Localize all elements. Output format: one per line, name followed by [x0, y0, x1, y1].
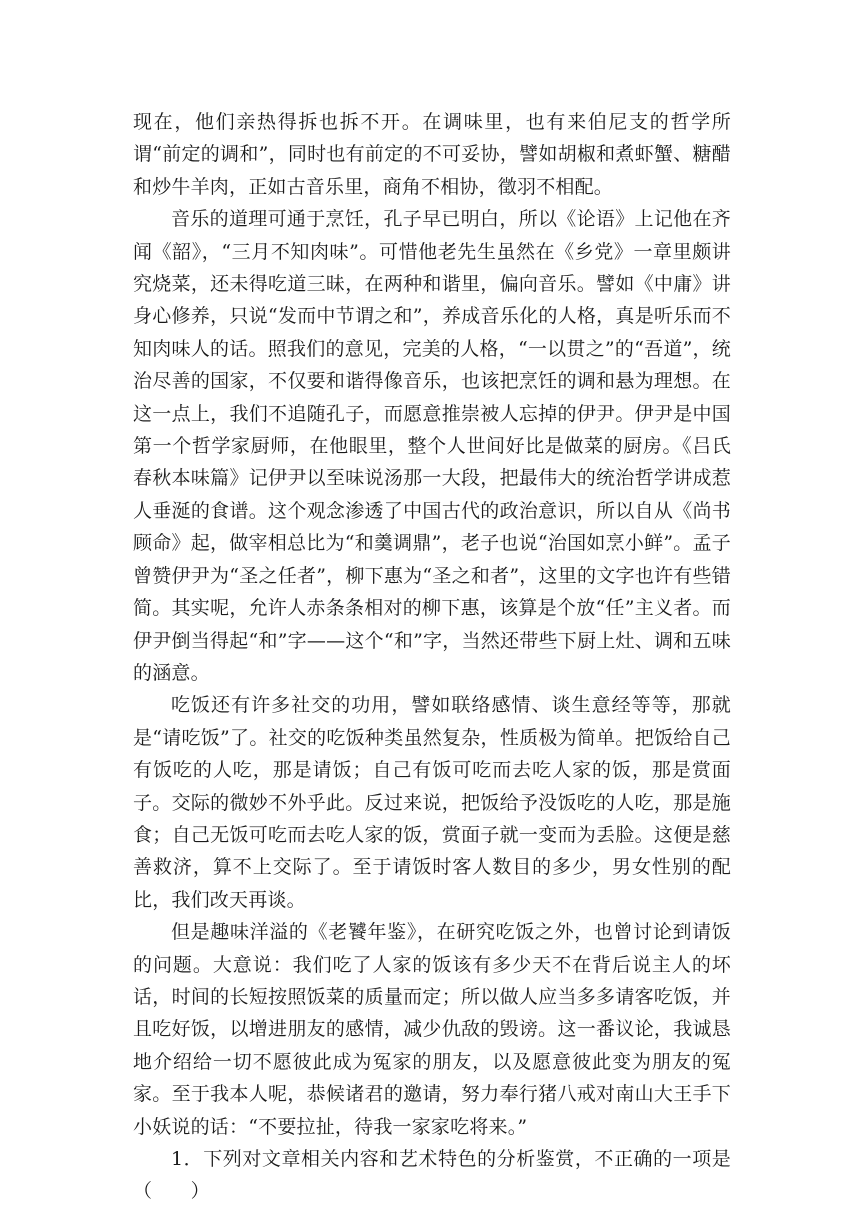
- paragraph-1: 现在，他们亲热得拆也拆不开。在调味里，也有来伯尼支的哲学所谓“前定的调和”，同时也有前定的不可妥协，譬如胡椒和煮虾蟹、糖醋和炒牛羊肉，正如古音乐里，商角不相协，徵羽不相配。: [133, 111, 731, 198]
- paragraph-4: 但是趣味洋溢的《老饕年鉴》，在研究吃饭之外，也曾讨论到请饭的问题。大意说：我们吃了人家的饭该有多少天不在背后说主人的坏话，时间的长短按照饭菜的质量而定；所以做人应当多多请客吃饭，并且吃好饭，以增进朋友的感情，减少仇敌的毁谤。这一番议论，我诚恳地介绍给一切不愿彼此成为冤家的朋友，以及愿意彼此变为朋友的冤家。至于我本人呢，恭候诸君的邀请，努力奉行猪八戒对南山大王手下小妖说的话：“不要拉扯，待我一家家吃将来。”: [133, 921, 731, 1138]
- paragraph-2: 音乐的道理可通于烹饪，孔子早已明白，所以《论语》上记他在齐闻《韶》，“三月不知肉味”。可惜他老先生虽然在《乡党》一章里颇讲究烧菜，还未得吃道三昧，在两种和谐里，偏向音乐。譬如《中庸》讲身心修养，只说“发而中节谓之和”，养成音乐化的人格，真是听乐而不知肉味人的话。照我们的意见，完美的人格，“一以贯之”的“吾道”，统治尽善的国家，不仅要和谐得像音乐，也该把烹饪的调和悬为理想。在这一点上，我们不追随孔子，而愿意推崇被人忘掉的伊尹。伊尹是中国第一个哲学家厨师，在他眼里，整个人世间好比是做菜的厨房。《吕氏春秋本味篇》记伊尹以至味说汤那一大段，把最伟大的统治哲学讲成惹人垂涎的食谱。这个观念渗透了中国古代的政治意识，所以自从《尚书顾命》起，做宰相总比为“和羹调鼎”，老子也说“治国如烹小鲜”。孟子曾赞伊尹为“圣之任者”，柳下惠为“圣之和者”，这里的文字也许有些错简。其实呢，允许人赤条条相对的柳下惠，该算是个放“任”主义者。而伊尹倒当得起“和”字——这个“和”字，当然还带些下厨上灶、调和五味的涵意。: [133, 208, 731, 684]
- article-body: [133, 106, 731, 1208]
- question-1: 1．下列对文章相关内容和艺术特色的分析鉴赏，不正确的一项是（ ）: [133, 1148, 731, 1203]
- paragraph-3: 吃饭还有许多社交的功用，譬如联络感情、谈生意经等等，那就是“请吃饭”了。社交的吃饭种类虽然复杂，性质极为简单。把饭给自己有饭吃的人吃，那是请饭；自己有饭可吃而去吃人家的饭，那是赏面子。交际的微妙不外乎此。反过来说，把饭给予没饭吃的人吃，那是施食；自己无饭可吃而去吃人家的饭，赏面子就一变而为丢脸。这便是慈善救济，算不上交际了。至于请饭时客人数目的多少，男女性别的配比，我们改天再谈。: [133, 694, 731, 911]
